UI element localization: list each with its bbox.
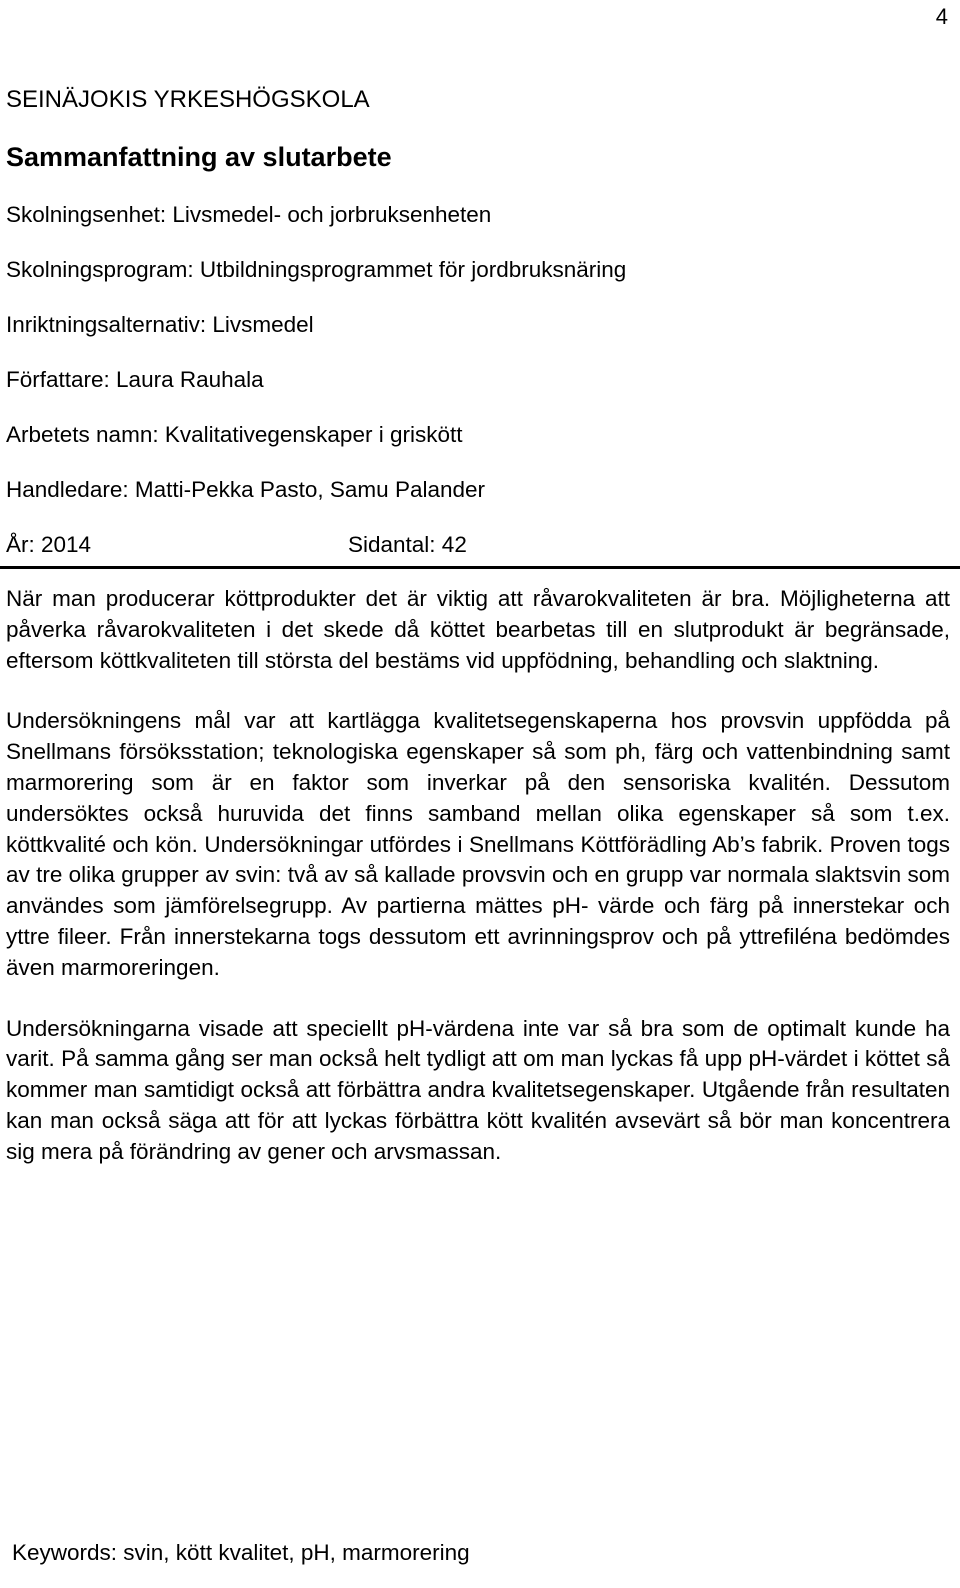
school-name: SEINÄJOKIS YRKESHÖGSKOLA [6, 86, 370, 113]
keywords-line: Keywords: svin, kött kvalitet, pH, marmorering [12, 1540, 470, 1565]
meta-specialization: Inriktningsalternativ: Livsmedel [6, 312, 314, 337]
meta-program: Skolningsprogram: Utbildningsprogrammet för jordbruksnäring [6, 257, 627, 282]
meta-supervisors: Handledare: Matti-Pekka Pasto, Samu Palander [6, 477, 486, 502]
meta-work-title: Arbetets namn: Kvalitativegenskaper i griskött [6, 422, 463, 447]
meta-year: År: 2014 [6, 532, 92, 557]
page-number: 4 [935, 4, 948, 29]
meta-page-count: Sidantal: 42 [348, 532, 467, 557]
abstract-paragraph-2: Undersökningens mål var att kartlägga kvalitetsegenskaperna hos provsvin uppfödda på Snellmans försöksstation; teknologiska egenskaper så som ph, färg och vattenbindning samt marmorering som är en faktor som inverkar på den sensoriska kvalitén. Dessutom undersöktes också huruvida det finns samband mellan olika egenskaper så som t.ex. köttkvalité och kön. Undersökningar utfördes i Snellmans Köttförädling Ab’s fabrik. Proven togs av tre olika grupper av svin: två av så kallade provsvin och en grupp var normala slaktsvin som användes som jämförelsegrupp. Av partierna mättes pH- värde och färg på innerstekar och yttre fileer. Från innerstekarna togs dessutom ett avrinningsprov och på yttrefiléna bedömdes även marmoreringen. [6, 708, 950, 980]
abstract-paragraph-3: Undersökningarna visade att speciellt pH-värdena inte var så bra som de optimalt kunde ha varit. På samma gång ser man också helt tydligt att om man lyckas få upp pH-värdet i köttet så kommer man samtidigt också att förbättra andra kvalitetsegenskaper. Utgående från resultaten kan man också säga att för att lyckas förbättra kött kvalitén avsevärt så bör man koncentrera sig mera på förändring av gener och arvsmassan. [6, 1015, 950, 1164]
abstract-body [6, 584, 950, 1198]
abstract-paragraph-1: När man producerar köttprodukter det är viktig att råvarokvaliteten är bra. Möjligheterna att påverka råvarokvaliteten i det skede då köttet bearbetas till en slutprodukt är begränsade, eftersom köttkvaliteten till största del bestäms vid uppfödning, behandling och slaktning. [6, 586, 950, 673]
meta-author: Författare: Laura Rauhala [6, 367, 264, 392]
meta-unit: Skolningsenhet: Livsmedel- och jorbruksenheten [6, 202, 492, 227]
divider-rule [0, 566, 960, 569]
meta-year-pages-row [6, 532, 467, 558]
page-title: Sammanfattning av slutarbete [6, 142, 392, 172]
